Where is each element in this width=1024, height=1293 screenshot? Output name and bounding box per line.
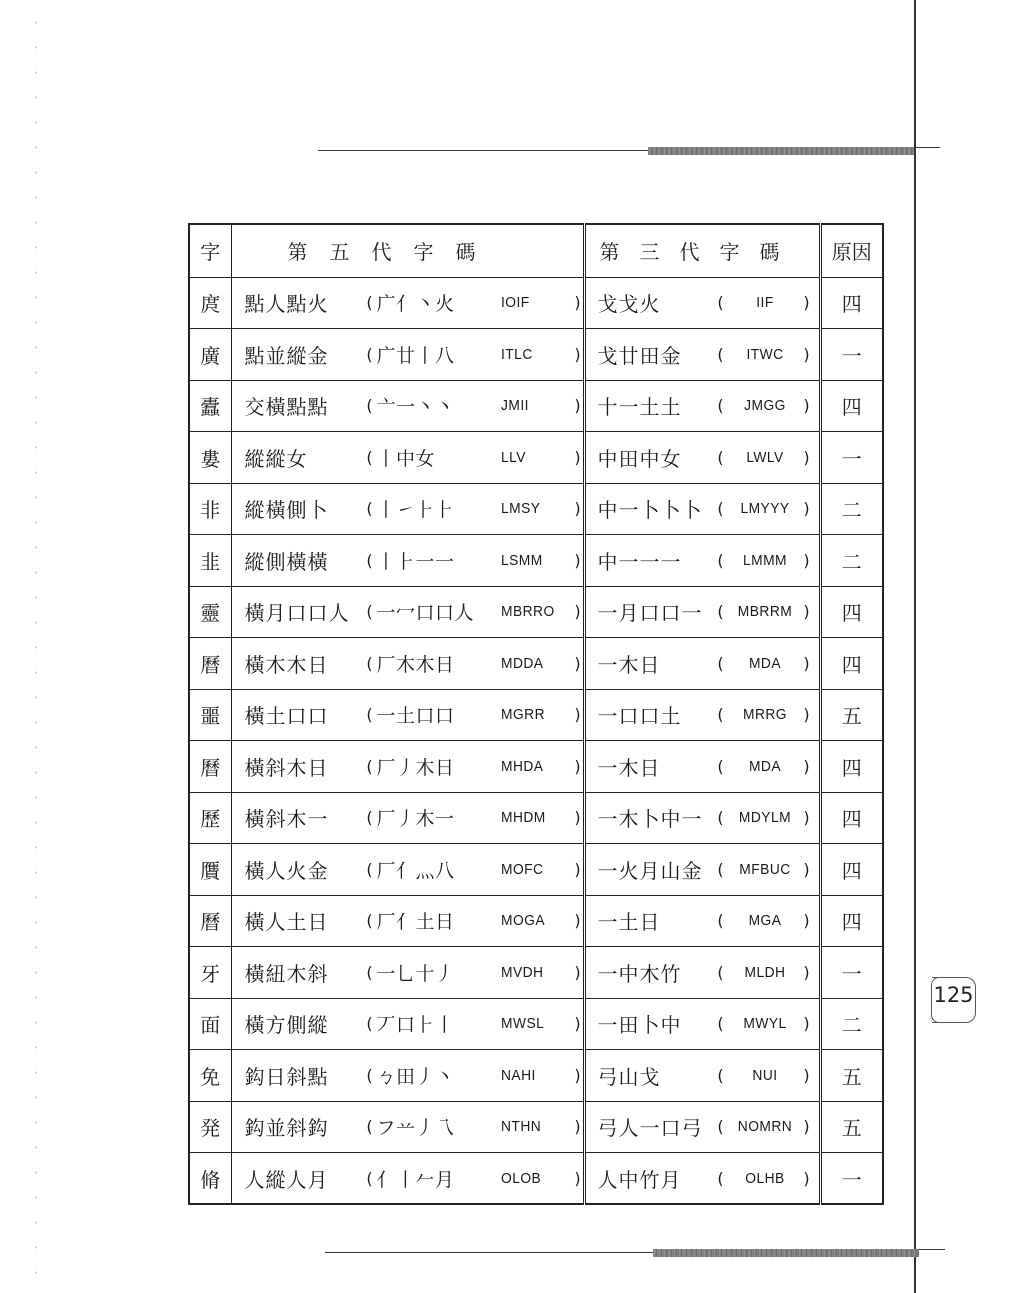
fifth-generation-cell [231,535,584,587]
third-code: MDA [748,757,781,775]
third-description: 一田卜中 [597,1013,682,1038]
row-reason: 四 [820,638,883,690]
third-code: MRRG [742,706,787,724]
close-paren: ) [574,447,581,467]
fifth-code: NTHN [500,1118,541,1136]
close-paren: ) [574,962,581,982]
binding-marks [34,10,38,1280]
table-row [189,1050,883,1102]
third-code: MFBUC [738,860,791,878]
row-reason: 五 [820,1050,883,1102]
open-paren: ( [366,1117,373,1137]
row-char: 靈 [189,586,231,638]
third-code: MWYL [742,1015,787,1033]
close-paren: ) [574,756,581,776]
table-row [189,535,883,587]
fifth-description: 縱橫側卜 [244,498,329,523]
fifth-code: LSMM [500,551,543,569]
row-reason: 二 [820,483,883,535]
open-paren: ( [366,1014,373,1034]
open-paren: ( [366,859,373,879]
fifth-components: ㄅ田丿丶 [376,1065,455,1088]
fifth-components: 丨中女 [376,447,436,470]
fifth-components: 一乚十丿 [376,962,455,985]
open-paren: ( [717,550,724,570]
row-reason: 一 [820,432,883,484]
third-code: LWLV [745,448,784,466]
table-row [189,741,883,793]
table-row [189,329,883,381]
fifth-components: 一土口口 [376,705,455,728]
third-description: 中田中女 [597,446,682,471]
fifth-components: フ䒑丿乁 [376,1117,455,1140]
row-char: 面 [189,998,231,1050]
table-row [189,432,883,484]
close-paren: ) [574,1168,581,1188]
fifth-generation-cell [231,844,584,896]
third-generation-cell [584,277,820,329]
row-char: 蠹 [189,380,231,432]
fifth-code: LMSY [500,500,540,518]
row-reason: 一 [820,947,883,999]
open-paren: ( [717,859,724,879]
third-generation-cell [584,792,820,844]
open-paren: ( [366,293,373,313]
fifth-code: LLV [500,448,526,466]
header-char: 字 [189,224,231,277]
open-paren: ( [717,962,724,982]
third-description: 一木卜中一 [597,807,703,832]
close-paren: ) [574,396,581,416]
table-row [189,586,883,638]
close-paren: ) [574,859,581,879]
fifth-generation-cell [231,638,584,690]
table-row [189,792,883,844]
close-paren: ) [803,756,810,776]
close-paren: ) [803,550,810,570]
row-reason: 一 [820,1153,883,1205]
row-reason: 四 [820,741,883,793]
fifth-generation-cell [231,1153,584,1205]
fifth-code: MOFC [500,860,543,878]
row-reason: 四 [820,586,883,638]
close-paren: ) [803,962,810,982]
fifth-code: MOGA [500,912,545,930]
third-description: 中一卜卜卜 [597,498,703,523]
close-paren: ) [574,550,581,570]
row-char: 廣 [189,329,231,381]
third-code: NOMRN [737,1118,792,1136]
open-paren: ( [366,911,373,931]
row-reason: 四 [820,380,883,432]
third-description: 一口口土 [597,704,682,729]
fifth-generation-cell [231,792,584,844]
row-char: 歷 [189,792,231,844]
fifth-description: 人縱人月 [244,1167,329,1192]
close-paren: ) [803,1065,810,1085]
fifth-code: MBRRO [500,603,555,621]
open-paren: ( [366,550,373,570]
close-paren: ) [803,705,810,725]
fifth-description: 橫人火金 [244,858,329,883]
fifth-description: 橫木木日 [244,652,329,677]
third-description: 一土日 [597,910,661,935]
table-row [189,380,883,432]
open-paren: ( [366,1065,373,1085]
page-number: 125 [932,977,976,1023]
fifth-code: MHDM [500,809,546,827]
third-description: 一火月山金 [597,858,703,883]
fifth-code: ITLC [500,345,533,363]
fifth-components: 广亻丶火 [376,293,455,316]
fifth-generation-cell [231,277,584,329]
third-code: MGA [748,912,781,930]
table-row [189,947,883,999]
fifth-generation-cell [231,689,584,741]
fifth-components: 亠一丶丶 [376,396,455,419]
fifth-generation-cell [231,741,584,793]
close-paren: ) [574,1014,581,1034]
fifth-description: 交橫點點 [244,395,329,420]
open-paren: ( [717,1065,724,1085]
third-code: NUI [751,1066,778,1084]
fifth-generation-cell [231,947,584,999]
fifth-description: 橫斜木日 [244,755,329,780]
third-code: ITWC [745,345,784,363]
fifth-description: 縱縱女 [244,446,308,471]
fifth-description: 鈎並斜鈎 [244,1116,329,1141]
open-paren: ( [366,756,373,776]
third-generation-cell [584,1153,820,1205]
close-paren: ) [803,653,810,673]
fifth-generation-cell [231,380,584,432]
open-paren: ( [717,602,724,622]
open-paren: ( [366,653,373,673]
third-description: 一木日 [597,652,661,677]
open-paren: ( [717,499,724,519]
fifth-generation-cell [231,483,584,535]
fifth-code: NAHI [500,1066,536,1084]
open-paren: ( [717,911,724,931]
fifth-components: 厂丿木日 [376,756,455,779]
fifth-code: OLOB [500,1169,541,1187]
row-char: 婁 [189,432,231,484]
table-row [189,277,883,329]
third-description: 十一土土 [597,395,682,420]
table-row [189,998,883,1050]
third-generation-cell [584,535,820,587]
third-code: OLHB [744,1169,785,1187]
third-description: 弓山戈 [597,1064,661,1089]
table-header-row [189,224,883,277]
fifth-generation-cell [231,586,584,638]
third-generation-cell [584,998,820,1050]
fifth-generation-cell [231,1101,584,1153]
open-paren: ( [717,344,724,364]
open-paren: ( [366,705,373,725]
third-description: 弓人一口弓 [597,1116,703,1141]
open-paren: ( [366,808,373,828]
open-paren: ( [717,1014,724,1034]
fifth-description: 橫斜木一 [244,807,329,832]
open-paren: ( [366,602,373,622]
fifth-code: MDDA [500,654,543,672]
table-row [189,1153,883,1205]
fifth-description: 縱側橫橫 [244,549,329,574]
open-paren: ( [717,447,724,467]
row-char: 脩 [189,1153,231,1205]
third-code: MDA [748,654,781,672]
fifth-code: MHDA [500,757,543,775]
fifth-components: 厂木木日 [376,653,455,676]
third-code: MDYLM [738,809,791,827]
page-edge-rule [914,0,916,1293]
third-description: 戈廿田金 [597,343,682,368]
close-paren: ) [574,499,581,519]
header-third-generation: 第三代字碼 [584,224,820,277]
open-paren: ( [366,396,373,416]
third-generation-cell [584,741,820,793]
fifth-description: 橫月口口人 [244,601,350,626]
table-row [189,689,883,741]
close-paren: ) [574,808,581,828]
close-paren: ) [803,396,810,416]
fifth-description: 橫土口口 [244,704,329,729]
row-char: 発 [189,1101,231,1153]
fifth-code: MGRR [500,706,545,724]
fifth-components: 厂亻土日 [376,911,455,934]
row-char: 非 [189,483,231,535]
fifth-generation-cell [231,998,584,1050]
fifth-components: 丆口⺊丨 [376,1014,455,1037]
bottom-decorative-rule [325,1248,945,1257]
fifth-components: 丨㇀⺊⺊ [376,499,455,522]
close-paren: ) [803,911,810,931]
third-description: 一木日 [597,755,661,780]
fifth-description: 鈎日斜點 [244,1064,329,1089]
header-fifth-generation: 第五代字碼 [231,224,584,277]
fifth-components: 广廿丨八 [376,344,455,367]
code-comparison-table [188,223,884,1205]
close-paren: ) [803,447,810,467]
row-reason: 四 [820,792,883,844]
fifth-description: 點並縱金 [244,343,329,368]
fifth-components: 一冖口口人 [376,602,475,625]
third-description: 戈戈火 [597,292,661,317]
third-generation-cell [584,380,820,432]
open-paren: ( [717,396,724,416]
third-description: 一中木竹 [597,961,682,986]
fifth-code: JMII [500,397,529,415]
close-paren: ) [803,293,810,313]
fifth-description: 點人點火 [244,292,329,317]
fifth-components: 丨⺊一一 [376,550,455,573]
third-code: LMYYY [739,500,790,518]
third-code: LMMM [742,551,787,569]
table-row [189,1101,883,1153]
third-code: IIF [755,294,774,312]
open-paren: ( [717,705,724,725]
row-reason: 五 [820,1101,883,1153]
close-paren: ) [803,344,810,364]
open-paren: ( [366,499,373,519]
close-paren: ) [803,1117,810,1137]
open-paren: ( [717,756,724,776]
open-paren: ( [717,293,724,313]
fifth-generation-cell [231,895,584,947]
third-generation-cell [584,689,820,741]
header-reason: 原因 [820,224,883,277]
third-description: 人中竹月 [597,1167,682,1192]
open-paren: ( [366,447,373,467]
open-paren: ( [717,1117,724,1137]
row-reason: 五 [820,689,883,741]
table-row [189,844,883,896]
third-generation-cell [584,329,820,381]
third-code: MLDH [744,963,785,981]
open-paren: ( [717,1168,724,1188]
row-char: 噩 [189,689,231,741]
row-reason: 四 [820,844,883,896]
third-generation-cell [584,1050,820,1102]
row-char: 庹 [189,277,231,329]
row-reason: 二 [820,535,883,587]
third-generation-cell [584,947,820,999]
fifth-components: 厂亻灬八 [376,859,455,882]
fifth-components: 亻丨𠂉月 [376,1168,455,1191]
open-paren: ( [366,1168,373,1188]
third-generation-cell [584,895,820,947]
third-generation-cell [584,1101,820,1153]
close-paren: ) [574,293,581,313]
third-description: 中一一一 [597,549,682,574]
row-char: 牙 [189,947,231,999]
open-paren: ( [366,344,373,364]
close-paren: ) [574,653,581,673]
third-generation-cell [584,483,820,535]
fifth-generation-cell [231,329,584,381]
third-code: JMGG [743,397,786,415]
fifth-generation-cell [231,1050,584,1102]
close-paren: ) [803,859,810,879]
close-paren: ) [574,1117,581,1137]
third-generation-cell [584,432,820,484]
close-paren: ) [574,911,581,931]
close-paren: ) [574,602,581,622]
fifth-description: 橫紐木斜 [244,961,329,986]
close-paren: ) [803,1168,810,1188]
row-char: 曆 [189,741,231,793]
open-paren: ( [366,962,373,982]
table-row [189,895,883,947]
row-reason: 二 [820,998,883,1050]
fifth-description: 橫方側縱 [244,1013,329,1038]
row-char: 免 [189,1050,231,1102]
third-code: MBRRM [737,603,792,621]
close-paren: ) [574,1065,581,1085]
close-paren: ) [803,499,810,519]
close-paren: ) [574,705,581,725]
close-paren: ) [803,602,810,622]
close-paren: ) [803,808,810,828]
table-body [189,277,883,1204]
table-row [189,638,883,690]
row-char: 曆 [189,895,231,947]
row-reason: 四 [820,277,883,329]
row-char: 韭 [189,535,231,587]
fifth-code: MWSL [500,1015,544,1033]
third-description: 一月口口一 [597,601,703,626]
row-char: 曆 [189,638,231,690]
table-row [189,483,883,535]
close-paren: ) [803,1014,810,1034]
row-reason: 一 [820,329,883,381]
fifth-code: IOIF [500,294,530,312]
fifth-generation-cell [231,432,584,484]
fifth-code: MVDH [500,963,543,981]
top-decorative-rule [318,147,940,156]
close-paren: ) [574,344,581,364]
open-paren: ( [717,653,724,673]
row-reason: 四 [820,895,883,947]
fifth-description: 橫人土日 [244,910,329,935]
third-generation-cell [584,638,820,690]
row-char: 贋 [189,844,231,896]
fifth-components: 厂丿木一 [376,808,455,831]
open-paren: ( [717,808,724,828]
third-generation-cell [584,586,820,638]
third-generation-cell [584,844,820,896]
